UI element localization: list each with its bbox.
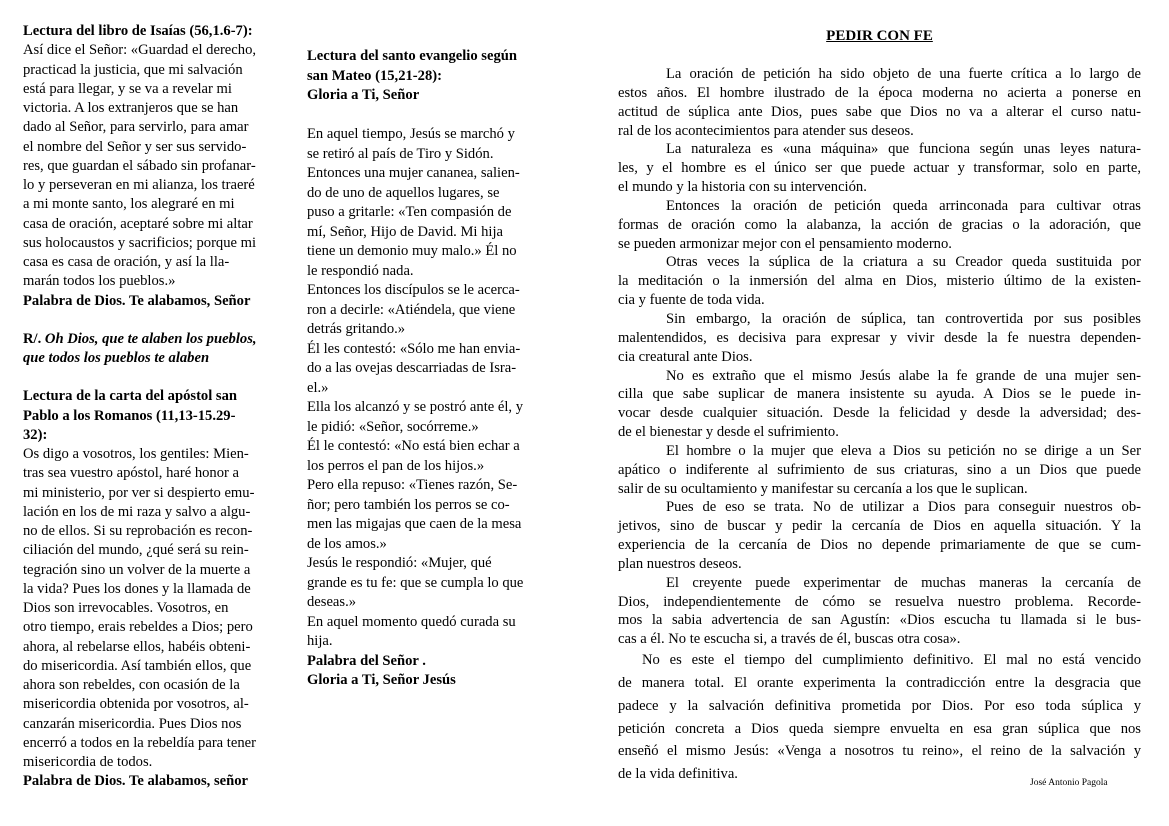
paragraph-line: cia creatural ante Dios.	[618, 348, 753, 365]
text-line: a mi monte santo, los alegraré en mi	[23, 196, 235, 213]
text-line: la vida? Pues los dones y la llamada de	[23, 580, 251, 597]
text-line: otro tiempo, erais rebeldes a Dios; pero	[23, 619, 253, 636]
paragraph-line: cia y fuente de toda vida.	[618, 292, 765, 309]
text-line: En aquel momento quedó curada su	[307, 613, 516, 630]
text-line: detrás gritando.»	[307, 321, 406, 337]
text-line: dado al Señor, para servirlo, para amar	[23, 119, 249, 136]
text-line: do de uno de aquellos lugares, se	[307, 184, 500, 201]
text-line: grande es tu fe: que se cumpla lo que	[307, 574, 524, 591]
title-line: Pablo a los Romanos (11,13-15.29-	[23, 407, 236, 424]
paragraph-line: de manera total. El orante experimenta la contradicción entre la desgracia que	[618, 674, 1141, 691]
paragraph-line: enseñó el mismo Jesús: «Venga a nosotros tu reino», el reino de la salvación y	[618, 743, 1141, 760]
commentary-paragraph	[618, 197, 1141, 254]
gospel-column	[307, 47, 555, 691]
text-line: Jesús le respondió: «Mujer, qué	[307, 555, 492, 571]
paragraph-line: No es este el tiempo del cumplimiento definitivo. El mal no está vencido	[642, 652, 1141, 669]
reading2-title	[23, 387, 293, 445]
text-line: Pero ella repuso: «Tienes razón, Se-	[307, 477, 518, 493]
commentary-column	[618, 27, 1141, 786]
text-line: Él le contestó: «No está bien echar a	[307, 438, 520, 454]
gospel-close-1: Palabra del Señor .	[307, 652, 426, 669]
text-line: Os digo a vosotros, los gentiles: Mien-	[23, 446, 249, 462]
paragraph-line: apático o indiferente al sufrimiento de sus criaturas, sino a un Dios que puede	[618, 461, 1141, 478]
psalm-line-2: que todos los pueblos te alaben	[23, 350, 210, 366]
commentary-paragraph	[618, 253, 1141, 310]
text-line: ñor; pero también los perros se co-	[307, 496, 510, 513]
reading2-text	[23, 445, 293, 772]
paragraph-line: les, y el hombre es el único ser que puede actuar y transformar, solo en parte,	[618, 160, 1141, 177]
text-line: practicad la justicia, que mi salvación	[23, 61, 243, 78]
text-line: deseas.»	[307, 594, 357, 610]
text-line: mí, Señor, Hijo de David. Mi hija	[307, 223, 504, 240]
paragraph-line: jetivos, sino de buscar y pedir la cercanía de Dios en aquella situación. Y la	[618, 518, 1141, 535]
author-signature: José Antonio Pagola	[1030, 778, 1108, 788]
text-line: le respondió nada.	[307, 262, 414, 279]
text-line: Entonces una mujer cananea, salien-	[307, 165, 520, 181]
text-line: casa de oración, aceptaré sobre mi altar	[23, 215, 253, 232]
paragraph-line: se pueden armonizar mejor con el pensamiento moderno.	[618, 235, 952, 252]
title-line: 32):	[23, 426, 48, 443]
paragraph-line: actitud de súplica ante Dios, pues sabe que Dios no va a alterar el curso natu-	[618, 103, 1141, 120]
paragraph-line: petición concreta a Dios queda siempre envuelta en esa gran súplica que nos	[618, 720, 1141, 737]
commentary-title: PEDIR CON FE	[826, 28, 933, 44]
text-line: do a las ovejas descarriadas de Isra-	[307, 360, 517, 376]
text-line: res, que guardan el sábado sin profanar-	[23, 157, 256, 174]
text-line: men las migajas que caen de la mesa	[307, 516, 522, 532]
psalm-line-1: Oh Dios, que te alaben los pueblos,	[41, 330, 257, 347]
paragraph-line: experiencia de la cercanía de Dios no depende primariamente de que se cum-	[618, 537, 1141, 554]
title-line: san Mateo (15,21-28):	[307, 67, 442, 84]
text-line: canzarán misericordia. Pues Dios nos	[23, 715, 242, 732]
paragraph-line: cilla que sabe suplicar de manera insistente su ayuda. A Dios se le puede in-	[618, 386, 1141, 403]
text-line: encerró a todos en la rebeldía para tener	[23, 734, 256, 751]
paragraph-line: vocar desde cualquier situación. Desde la felicidad y desde la adversidad; des-	[618, 405, 1141, 422]
text-line: lación en los de mi raza y salvo a algu-	[23, 503, 251, 520]
reading1-title: Lectura del libro de Isaías (56,1.6-7):	[23, 23, 253, 39]
paragraph-line: Entonces la oración de petición queda arrinconada para cultivar otras	[666, 197, 1141, 214]
paragraph-line: malentendidos, es decisiva para expresar y vivir desde la fe nuestra dependen-	[618, 329, 1141, 346]
paragraph-line: Dios, independientemente de cómo se resuelva nuestro problema. Recorde-	[618, 593, 1141, 610]
text-line: ciliación del mundo, ¿qué será su rein-	[23, 542, 249, 559]
paragraph-line: La naturaleza es «una máquina» que funciona según unas leyes natura-	[666, 141, 1141, 158]
paragraph-line: de la vida definitiva.	[618, 766, 738, 783]
commentary-paragraph	[618, 574, 1141, 649]
gospel-text	[307, 125, 555, 652]
commentary-paragraph	[618, 367, 1141, 442]
text-line: Él les contestó: «Sólo me han envia-	[307, 340, 521, 357]
paragraph-line: cas a él. No te escucha si, a través de él, buscas otra cosa».	[618, 631, 961, 648]
text-line: está para llegar, y se va a revelar mi	[23, 80, 232, 97]
text-line: victoria. A los extranjeros que se han	[23, 100, 239, 116]
paragraph-line: La oración de petición ha sido objeto de una fuerte crítica a lo largo de	[666, 66, 1141, 82]
paragraph-line: mos la sabia advertencia de san Agustín: «Dios escucha tu llamada si le bus-	[618, 612, 1141, 629]
paragraph-line: la meditación o la inmersión del alma en Dios, misterio último de la existen-	[618, 273, 1141, 290]
text-line: ahora son rebeldes, con ocasión de la	[23, 677, 240, 693]
text-line: tras sea vuestro apóstol, haré honor a	[23, 465, 239, 482]
reading2-response: Palabra de Dios. Te alabamos, señor	[23, 773, 249, 790]
paragraph-line: Pues de eso se trata. No de utilizar a Dios para conseguir nuestros ob-	[666, 499, 1141, 516]
text-line: sus holocaustos y sacrificios; porque mi	[23, 234, 257, 251]
reading1-text	[23, 41, 293, 291]
text-line: Entonces los discípulos se le acerca-	[307, 282, 520, 298]
paragraph-line: El hombre o la mujer que eleva a Dios su petición no se dirige a un Ser	[666, 442, 1141, 459]
first-readings-column	[23, 22, 293, 792]
title-line: Lectura de la carta del apóstol san	[23, 388, 238, 405]
text-line: lo y perseveran en mi alianza, los traeré	[23, 177, 255, 193]
text-line: el.»	[307, 379, 329, 396]
commentary-paragraph	[618, 442, 1141, 499]
text-line: En aquel tiempo, Jesús se marchó y	[307, 126, 515, 142]
text-line: de los amos.»	[307, 535, 387, 552]
paragraph-line: Otras veces la súplica de la criatura a su Creador queda sustituida por	[666, 254, 1141, 271]
paragraph-line: ral de los acontecimientos para atender sus deseos.	[618, 122, 914, 139]
text-line: ahora, al rebelarse ellos, habéis obteni-	[23, 638, 251, 655]
commentary-paragraph	[618, 140, 1141, 197]
text-line: ron a decirle: «Atiéndela, que viene	[307, 301, 516, 318]
commentary-body	[618, 65, 1141, 649]
paragraph-line: formas de oración como la alabanza, la acción de gracias o la adoración, que	[618, 216, 1141, 233]
text-line: Dios son irrevocables. Vosotros, en	[23, 600, 229, 616]
text-line: no de ellos. Si su reprobación es recon-	[23, 523, 253, 539]
gospel-close-2: Gloria a Ti, Señor Jesús	[307, 672, 456, 688]
paragraph-line: salir de su ocultamiento y manifestar su cercanía a los que le suplican.	[618, 480, 1028, 497]
commentary-last-paragraph	[618, 649, 1141, 786]
text-line: le pidió: «Señor, socórreme.»	[307, 418, 479, 435]
text-line: los perros el pan de los hijos.»	[307, 457, 485, 474]
commentary-paragraph	[618, 498, 1141, 573]
text-line: puso a gritarle: «Ten compasión de	[307, 204, 512, 220]
title-line: Gloria a Ti, Señor	[307, 87, 420, 103]
commentary-paragraph	[618, 65, 1141, 140]
text-line: tegración sino un volver de la muerte a	[23, 561, 251, 578]
psalm-prefix: R/.	[23, 330, 42, 347]
paragraph-line: el mundo y la historia con su intervención.	[618, 179, 867, 196]
text-line: el nombre del Señor y ser sus servido-	[23, 138, 247, 155]
text-line: misericordia de todos.	[23, 754, 153, 770]
psalm-response	[23, 330, 293, 349]
paragraph-line: Sin embargo, la oración de súplica, tan controvertida por sus posibles	[666, 310, 1141, 327]
text-line: casa es casa de oración, y así la lla-	[23, 254, 230, 270]
paragraph-line: estos años. El hombre ilustrado de la época moderna no acierta a ponerse en	[618, 84, 1141, 101]
paragraph-line: plan nuestros deseos.	[618, 555, 742, 572]
paragraph-line: No es extraño que el mismo Jesús alabe la fe grande de una mujer sen-	[666, 367, 1141, 384]
text-line: marán todos los pueblos.»	[23, 273, 176, 290]
commentary-paragraph	[618, 310, 1141, 367]
text-line: misericordia obtenida por vosotros, al-	[23, 696, 249, 713]
text-line: do misericordia. Así también ellos, que	[23, 657, 252, 674]
text-line: hija.	[307, 633, 333, 649]
paragraph-line: de el bienestar y desde el sufrimiento.	[618, 424, 839, 441]
paragraph-line: El creyente puede experimentar de muchas maneras la cercanía de	[666, 574, 1141, 591]
text-line: se retiró al país de Tiro y Sidón.	[307, 145, 494, 162]
text-line: Ella los alcanzó y se postró ante él, y	[307, 399, 523, 415]
text-line: mi ministerio, por ver si despierto emu-	[23, 484, 255, 501]
text-line: tiene un demonio muy malo.» Él no	[307, 243, 517, 259]
title-line: Lectura del santo evangelio según	[307, 48, 517, 64]
paragraph-line: padece y la salvación definitiva prometida por Dios. Por eso toda súplica y	[618, 697, 1141, 714]
gospel-title	[307, 47, 555, 106]
reading1-response: Palabra de Dios. Te alabamos, Señor	[23, 292, 251, 309]
text-line: Así dice el Señor: «Guardad el derecho,	[23, 42, 257, 59]
